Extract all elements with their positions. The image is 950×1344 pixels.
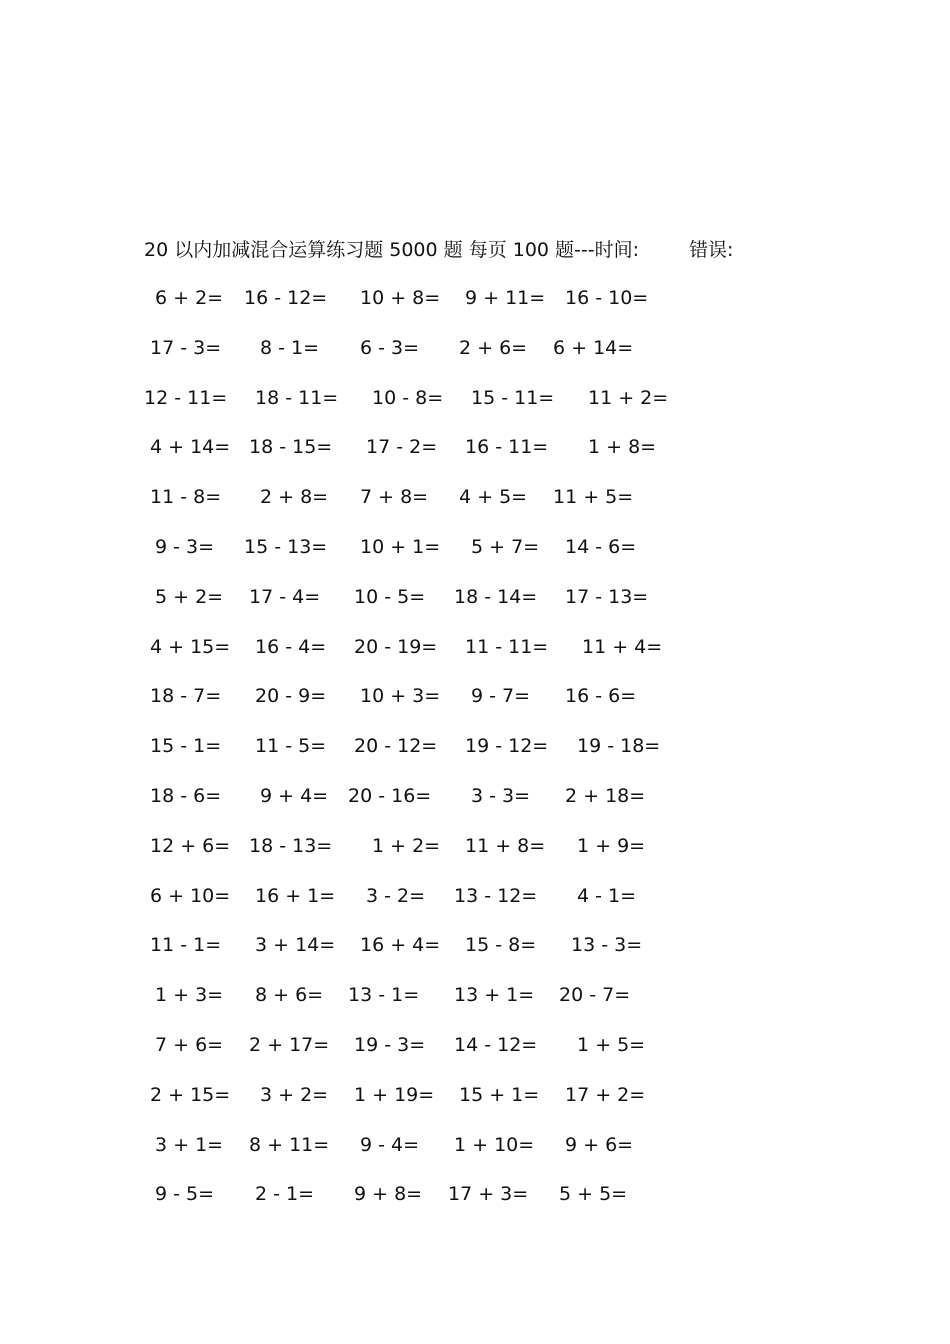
problem-row <box>0 1180 950 1230</box>
problem-item: 10 - 8= <box>372 386 444 409</box>
problem-row <box>0 1031 950 1081</box>
problem-item: 4 + 15= <box>150 635 231 658</box>
problem-item: 16 - 10= <box>565 287 649 309</box>
problem-item: 13 - 12= <box>454 884 538 907</box>
problem-item: 17 - 13= <box>565 585 649 608</box>
problem-item: 1 + 19= <box>354 1083 435 1106</box>
problem-item: 3 + 14= <box>255 934 336 957</box>
problem-item: 20 - 16= <box>348 784 432 807</box>
problem-item: 2 - 1= <box>255 1183 315 1206</box>
worksheet-header <box>144 236 734 264</box>
problem-item: 1 + 10= <box>454 1133 535 1156</box>
problem-item: 5 + 7= <box>471 535 540 558</box>
problem-item: 13 - 1= <box>348 984 420 1007</box>
problem-row <box>0 384 950 434</box>
problem-item: 3 + 1= <box>155 1133 224 1156</box>
problem-item: 16 + 4= <box>360 934 441 957</box>
problem-item: 1 + 5= <box>577 1033 646 1056</box>
problem-item: 18 - 11= <box>255 386 339 409</box>
problem-item: 1 + 3= <box>155 984 224 1007</box>
problem-item: 17 + 2= <box>565 1083 646 1106</box>
problem-item: 2 + 15= <box>150 1083 231 1106</box>
problem-item: 3 + 2= <box>260 1083 329 1106</box>
problem-item: 18 - 7= <box>150 685 222 708</box>
problem-item: 7 + 8= <box>360 486 429 509</box>
problem-row <box>0 882 950 932</box>
problem-item: 12 - 11= <box>144 386 228 409</box>
problem-item: 16 - 12= <box>244 287 328 309</box>
problem-item: 19 - 12= <box>465 735 549 758</box>
problem-item: 3 - 2= <box>366 884 426 907</box>
problem-item: 8 + 6= <box>255 984 324 1007</box>
problem-item: 1 + 2= <box>372 834 441 857</box>
problem-item: 13 + 1= <box>454 984 535 1007</box>
problem-row <box>0 433 950 483</box>
problem-row <box>0 832 950 882</box>
problem-item: 13 - 3= <box>571 934 643 957</box>
problem-item: 11 - 1= <box>150 934 222 957</box>
problem-item: 16 - 11= <box>465 436 549 459</box>
problem-item: 5 + 5= <box>559 1183 628 1206</box>
problem-item: 11 + 4= <box>582 635 663 658</box>
problem-item: 9 + 11= <box>465 287 546 309</box>
problem-item: 4 - 1= <box>577 884 637 907</box>
problem-item: 16 - 6= <box>565 685 637 708</box>
problem-item: 1 + 9= <box>577 834 646 857</box>
problem-item: 10 + 8= <box>360 287 441 309</box>
problem-item: 9 + 4= <box>260 784 329 807</box>
problem-item: 18 - 14= <box>454 585 538 608</box>
problem-row <box>0 1081 950 1131</box>
problem-item: 5 + 2= <box>155 585 224 608</box>
problem-row <box>0 931 950 981</box>
problem-item: 7 + 6= <box>155 1033 224 1056</box>
problem-item: 15 + 1= <box>459 1083 540 1106</box>
problem-row <box>0 981 950 1031</box>
problem-row <box>0 284 950 334</box>
problem-item: 10 - 5= <box>354 585 426 608</box>
problem-item: 11 + 8= <box>465 834 546 857</box>
problem-item: 18 - 13= <box>249 834 333 857</box>
problem-item: 11 + 2= <box>588 386 669 409</box>
problem-row <box>0 583 950 633</box>
problem-item: 19 - 3= <box>354 1033 426 1056</box>
problem-grid <box>0 284 950 1230</box>
problem-row <box>0 334 950 384</box>
problem-item: 18 - 6= <box>150 784 222 807</box>
problem-item: 2 + 17= <box>249 1033 330 1056</box>
problem-item: 9 - 7= <box>471 685 531 708</box>
problem-row <box>0 533 950 583</box>
problem-item: 17 - 3= <box>150 336 222 359</box>
problem-item: 11 + 5= <box>553 486 634 509</box>
problem-item: 1 + 8= <box>588 436 657 459</box>
problem-item: 6 + 14= <box>553 336 634 359</box>
problem-item: 3 - 3= <box>471 784 531 807</box>
problem-item: 11 - 5= <box>255 735 327 758</box>
problem-item: 17 + 3= <box>448 1183 529 1206</box>
problem-item: 20 - 19= <box>354 635 438 658</box>
problem-item: 18 - 15= <box>249 436 333 459</box>
problem-item: 10 + 3= <box>360 685 441 708</box>
problem-item: 4 + 5= <box>459 486 528 509</box>
problem-item: 20 - 9= <box>255 685 327 708</box>
worksheet-title: 20 以内加减混合运算练习题 5000 题 每页 100 题---时间: <box>144 239 640 261</box>
problem-item: 16 - 4= <box>255 635 327 658</box>
problem-item: 9 - 5= <box>155 1183 215 1206</box>
problem-item: 15 - 1= <box>150 735 222 758</box>
problem-item: 6 - 3= <box>360 336 420 359</box>
problem-item: 2 + 8= <box>260 486 329 509</box>
errors-label: 错误: <box>689 239 734 261</box>
problem-item: 2 + 18= <box>565 784 646 807</box>
problem-item: 15 - 8= <box>465 934 537 957</box>
problem-item: 8 - 1= <box>260 336 320 359</box>
problem-item: 17 - 4= <box>249 585 321 608</box>
problem-item: 9 + 6= <box>565 1133 634 1156</box>
problem-row <box>0 483 950 533</box>
problem-item: 12 + 6= <box>150 834 231 857</box>
problem-item: 14 - 6= <box>565 535 637 558</box>
problem-item: 9 - 3= <box>155 535 215 558</box>
problem-row <box>0 682 950 732</box>
problem-item: 9 + 8= <box>354 1183 423 1206</box>
problem-row <box>0 633 950 683</box>
problem-item: 11 - 11= <box>465 635 549 658</box>
problem-item: 20 - 7= <box>559 984 631 1007</box>
problem-row <box>0 782 950 832</box>
problem-item: 19 - 18= <box>577 735 661 758</box>
problem-item: 14 - 12= <box>454 1033 538 1056</box>
problem-item: 20 - 12= <box>354 735 438 758</box>
problem-item: 15 - 13= <box>244 535 328 558</box>
problem-item: 17 - 2= <box>366 436 438 459</box>
problem-item: 6 + 2= <box>155 287 224 309</box>
problem-item: 15 - 11= <box>471 386 555 409</box>
problem-item: 11 - 8= <box>150 486 222 509</box>
problem-row <box>0 1131 950 1181</box>
problem-item: 6 + 10= <box>150 884 231 907</box>
problem-item: 8 + 11= <box>249 1133 330 1156</box>
problem-item: 9 - 4= <box>360 1133 420 1156</box>
problem-row <box>0 732 950 782</box>
problem-item: 16 + 1= <box>255 884 336 907</box>
problem-item: 10 + 1= <box>360 535 441 558</box>
problem-item: 4 + 14= <box>150 436 231 459</box>
problem-item: 2 + 6= <box>459 336 528 359</box>
